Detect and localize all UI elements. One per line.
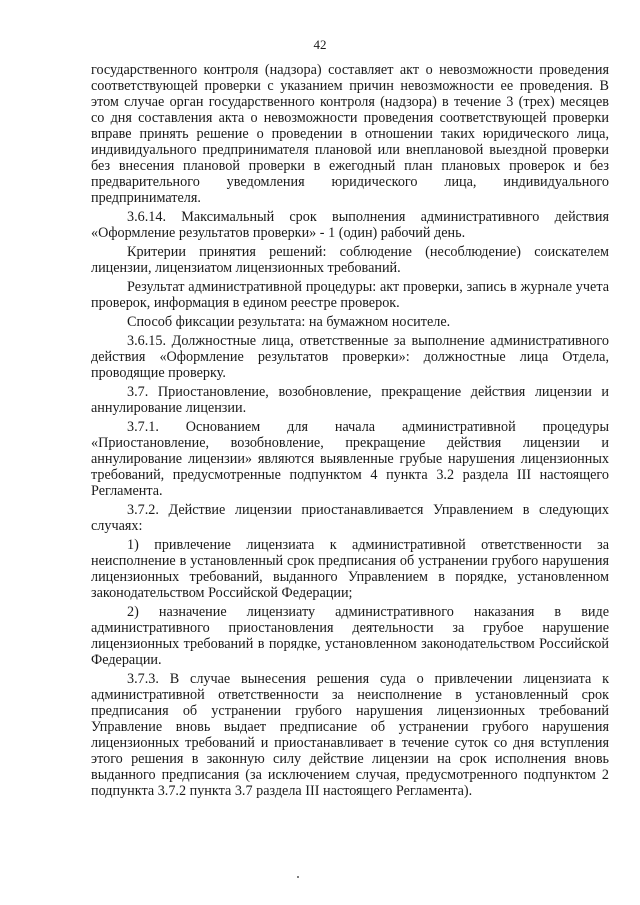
paragraph-3-6-14: 3.6.14. Максимальный срок выполнения административного действия «Оформление результатов проверки» - 1 (один) рабочий день. (91, 209, 609, 241)
paragraph-decision-criteria: Критерии принятия решений: соблюдение (несоблюдение) соискателем лицензии, лицензиатом лицензионных требований. (91, 244, 609, 276)
list-item-2: 2) назначение лицензиату административного наказания в виде административного приостановления деятельности за грубое нарушение лицензионных требований в порядке, установленном законодательством Российской Федерации. (91, 604, 609, 668)
paragraph-fixation-method: Способ фиксации результата: на бумажном носителе. (127, 314, 451, 330)
paragraph-3-6-15: 3.6.15. Должностные лица, ответственные за выполнение административного действия «Оформление результатов проверки»: должностные лица Отдела, проводящие проверку. (91, 333, 609, 381)
paragraph-3-7: 3.7. Приостановление, возобновление, прекращение действия лицензии и аннулирование лицензии. (91, 384, 609, 416)
page-number: 42 (313, 37, 327, 52)
scan-speck (297, 876, 299, 878)
paragraph-3-7-2: 3.7.2. Действие лицензии приостанавливается Управлением в следующих случаях: (91, 502, 609, 534)
paragraph-continuation: государственного контроля (надзора) составляет акт о невозможности проведения соответствующей проверки с указанием причин невозможности ее проведения. В этом случае орган государственного контроля (надзора) в течение 3 (трех) месяцев со дня составления акта о невозможности проведения соответствующей проверки вправе принять решение о проведении в отношении таких юридического лица, индивидуального предпринимателя плановой или внеплановой выездной проверки без внесения плановой проверки в ежегодный план плановых проверок и без предварительного уведомления юридического лица, индивидуального предпринимателя. (91, 62, 609, 206)
document-body (91, 62, 609, 802)
paragraph-procedure-result: Результат административной процедуры: акт проверки, запись в журнале учета проверок, информация в едином реестре проверок. (91, 279, 609, 311)
list-item-1: 1) привлечение лицензиата к административной ответственности за неисполнение в установленный срок предписания об устранении грубого нарушения лицензионных требований, выданного Управлением в порядке, установленном законодательством Российской Федерации; (91, 537, 609, 601)
paragraph-3-7-3: 3.7.3. В случае вынесения решения суда о привлечении лицензиата к административной ответственности за неисполнение в установленный срок предписания об устранении грубого нарушения лицензионных требований Управление вновь выдает предписание об устранении грубого нарушения лицензионных требований и приостанавливает в течение суток со дня вступления этого решения в законную силу действие лицензии на срок исполнения вновь выданного предписания (за исключением случая, предусмотренного подпунктом 2 подпункта 3.7.2 пункта 3.7 раздела III настоящего Регламента). (91, 671, 609, 799)
paragraph-3-7-1: 3.7.1. Основанием для начала административной процедуры «Приостановление, возобновление, прекращение действия лицензии и аннулирование лицензии» являются выявленные грубые нарушения лицензионных требований, предусмотренные подпунктом 4 пункта 3.2 раздела III настоящего Регламента. (91, 419, 609, 499)
